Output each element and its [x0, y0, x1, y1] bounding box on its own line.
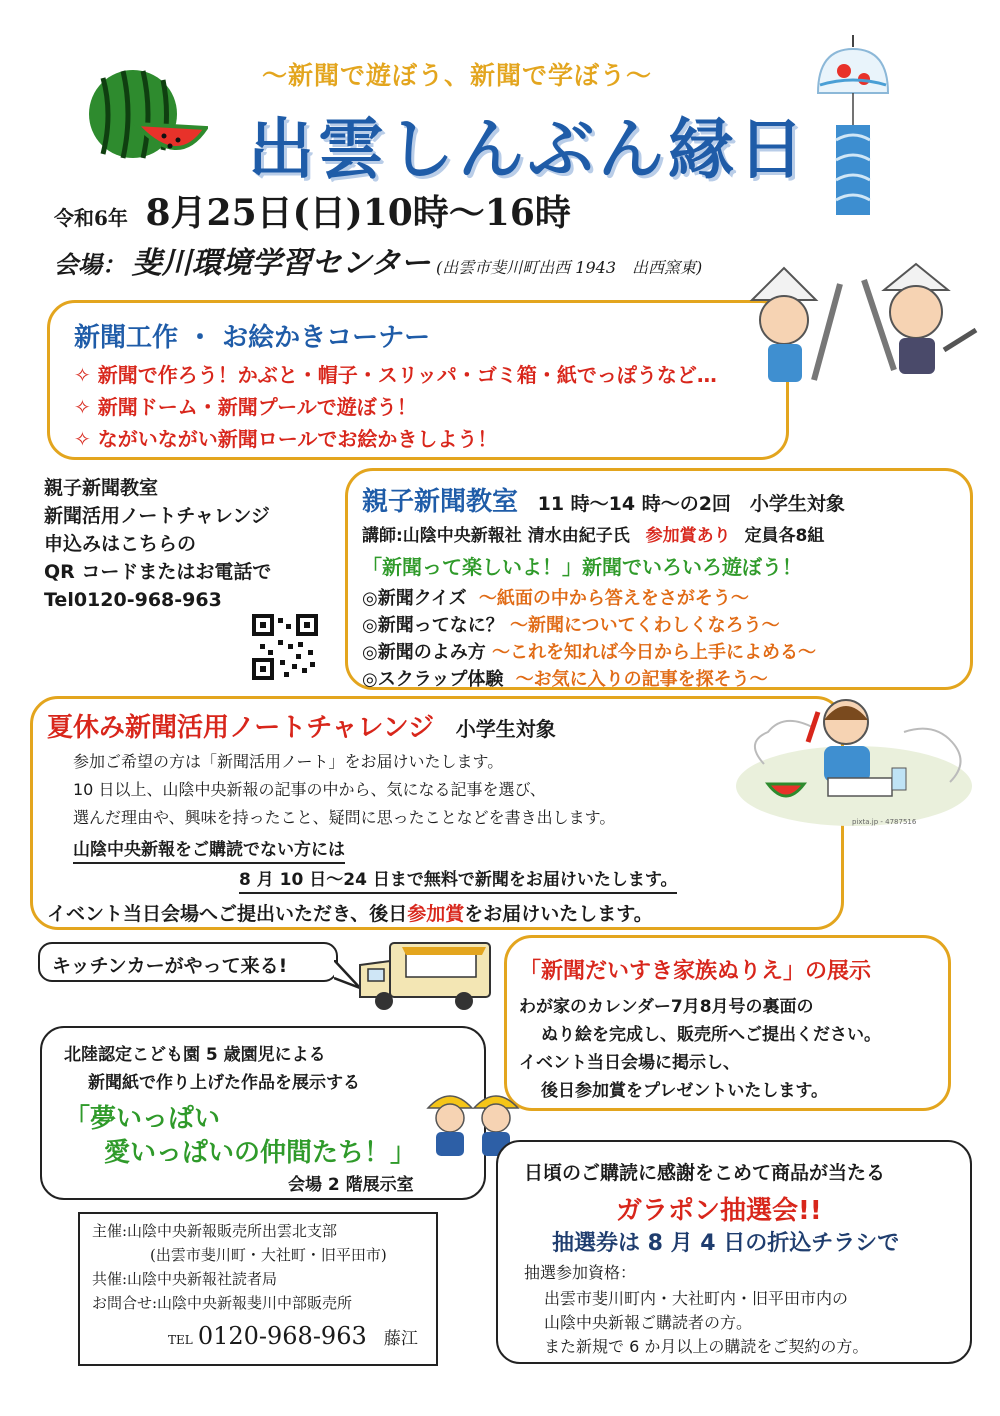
venue-address: (出雲市斐川町出西 1943 出西窯東) — [435, 258, 703, 277]
lottery-box — [496, 1140, 972, 1364]
class-topic-4 — [362, 665, 768, 691]
topic-name: ◎新聞ってなに？ — [362, 615, 504, 636]
organizer-tel-row — [168, 1322, 418, 1350]
note-nonsub: 山陰中央新報をご購読でない方には — [73, 835, 345, 864]
illustration-credit: pixta.jp - 4787516 — [852, 818, 917, 826]
exhibit-box — [40, 1026, 486, 1200]
topic-desc: 〜お気に入りの記事を探そう〜 — [515, 669, 768, 690]
exhibit-place: 会場 2 階展示室 — [288, 1175, 414, 1195]
class-title: 親子新聞教室 — [362, 487, 519, 517]
watermelon-icon — [78, 66, 208, 171]
lottery-intro: 日頃のご購読に感謝をこめて商品が当たる — [524, 1162, 886, 1184]
lottery-qual-label: 抽選参加資格： — [524, 1263, 637, 1282]
note-submit — [47, 899, 653, 926]
note-target: 小学生対象 — [455, 717, 556, 741]
nurie-box — [504, 935, 951, 1111]
topic-name: ◎新聞のよみ方 — [362, 642, 486, 663]
lottery-qual-1: 出雲市斐川町内・大社町内・旧平田市内の — [544, 1289, 849, 1308]
exhibit-line-1: 北陸認定こども園 5 歳園児による — [64, 1045, 326, 1065]
note-line-3: 選んだ理由や、興味を持ったこと、疑問に思ったことなどを書き出します。 — [73, 808, 616, 827]
apply-phone: Tel0120-968-963 — [44, 589, 222, 611]
topic-desc: 〜紙面の中から答えをさがそう〜 — [478, 588, 749, 609]
food-truck-icon — [356, 935, 494, 1013]
event-date — [54, 185, 571, 236]
submit-prize: 参加賞 — [407, 903, 465, 925]
organizer-tel[interactable]: 0120-968-963 — [197, 1322, 367, 1350]
page-title: 出雲しんぶん縁日 — [248, 111, 808, 188]
class-header — [362, 481, 845, 518]
craft-item-2: ✧ 新聞ドーム・新聞プールで遊ぼう！ — [74, 395, 417, 419]
note-free-period: 8 月 10 日〜24 日まで無料で新聞をお届けいたします。 — [239, 865, 677, 894]
class-lecturer-row — [362, 521, 824, 546]
organizer-contact: お問合せ:山陰中央新報斐川中部販売所 — [92, 1294, 353, 1312]
nurie-title: 「新聞だいすき家族ぬりえ」の展示 — [519, 959, 872, 984]
topic-name: ◎新聞クイズ — [362, 588, 467, 609]
apply-line-3: 申込みはこちらの — [44, 533, 197, 555]
venue-label: 会場： — [54, 250, 126, 279]
note-header — [47, 707, 556, 744]
class-tagline: 「新聞って楽しいよ！」新聞でいろいろ遊ぼう！ — [362, 555, 802, 579]
date-main: 8月25日(日)10時〜16時 — [145, 192, 571, 234]
topic-desc: 〜新聞についてくわしくなろう〜 — [510, 615, 780, 636]
subtitle: 〜新聞で遊ぼう、新聞で学ぼう〜 — [262, 61, 653, 90]
date-era: 令和6年 — [54, 206, 128, 230]
submit-after: をお届けいたします。 — [464, 903, 653, 925]
class-topic-3 — [362, 638, 816, 664]
event-venue — [54, 238, 702, 282]
lottery-ticket: 抽選券は 8 月 4 日の折込チラシで — [552, 1231, 900, 1256]
class-capacity: 定員各8組 — [744, 526, 825, 546]
organizer-cohost: 共催:山陰中央新報社読者局 — [92, 1270, 278, 1288]
apply-line-2: 新聞活用ノートチャレンジ — [44, 505, 270, 527]
kids-newspaper-hats-illustration — [744, 260, 980, 410]
topic-name: ◎スクラップ体験 — [362, 669, 504, 690]
exhibit-quote-2: 愛いっぱいの仲間たち！」 — [104, 1138, 417, 1168]
class-prize: 参加賞あり — [645, 526, 731, 546]
class-topic-2 — [362, 611, 780, 637]
nurie-line-2: ぬり絵を完成し、販売所へご提出ください。 — [541, 1025, 881, 1045]
class-topic-1 — [362, 584, 749, 610]
apply-line-4: QR コードまたはお電話で — [44, 561, 272, 583]
class-schedule: 11 時〜14 時〜の2回 小学生対象 — [537, 493, 845, 515]
apply-info — [44, 474, 271, 614]
lottery-qual-2: 山陰中央新報ご購読者の方。 — [544, 1313, 753, 1332]
topic-desc: 〜これを知れば今日から上手によめる〜 — [492, 642, 816, 663]
exhibit-quote-1: 「夢いっぱい — [64, 1104, 221, 1134]
note-line-2: 10 日以上、山陰中央新報の記事の中から、気になる記事を選び、 — [73, 780, 546, 799]
kitchen-car-bubble — [38, 942, 338, 982]
organizer-host-area: (出雲市斐川町・大社町・旧平田市) — [150, 1246, 387, 1264]
nurie-line-3: イベント当日会場に掲示し、 — [519, 1053, 740, 1073]
lottery-qual-3: また新規で 6 か月以上の購読をご契約の方。 — [544, 1337, 869, 1356]
nurie-line-1: わが家のカレンダー7月8月号の裏面の — [519, 997, 814, 1017]
craft-corner-box — [47, 300, 789, 460]
note-title: 夏休み新聞活用ノートチャレンジ — [47, 713, 435, 743]
nurie-line-4: 後日参加賞をプレゼントいたします。 — [541, 1081, 828, 1101]
boy-studying-illustration — [724, 692, 974, 830]
wind-chime-icon — [808, 35, 898, 225]
tel-prefix: TEL — [168, 1333, 193, 1347]
note-line-1: 参加ご希望の方は「新聞活用ノート」をお届けいたします。 — [73, 752, 504, 771]
kitchen-car-label: キッチンカーがやって来る! — [52, 955, 288, 977]
submit-before: イベント当日会場へご提出いただき、後日 — [47, 903, 408, 925]
craft-item-3: ✧ ながいながい新聞ロールでお絵かきしよう！ — [74, 427, 498, 451]
organizer-person: 藤江 — [383, 1329, 418, 1349]
craft-title: 新聞工作 ・ お絵かきコーナー — [74, 323, 431, 353]
venue-name: 斐川環境学習センター — [131, 246, 431, 281]
organizer-box — [78, 1212, 438, 1366]
exhibit-line-2: 新聞紙で作り上げた作品を展示する — [88, 1073, 360, 1093]
lottery-title: ガラポン抽選会!! — [616, 1196, 822, 1226]
apply-line-1: 親子新聞教室 — [44, 477, 159, 499]
organizer-host: 主催:山陰中央新報販売所出雲北支部 — [92, 1222, 338, 1240]
class-box — [345, 468, 973, 690]
class-lecturer: 講師:山陰中央新報社 清水由紀子氏 — [362, 526, 630, 546]
note-challenge-box — [30, 696, 844, 930]
qr-code-icon[interactable] — [252, 614, 318, 680]
craft-item-1: ✧ 新聞で作ろう！かぶと・帽子・スリッパ・ゴミ箱・紙でっぽうなど… — [74, 363, 717, 387]
